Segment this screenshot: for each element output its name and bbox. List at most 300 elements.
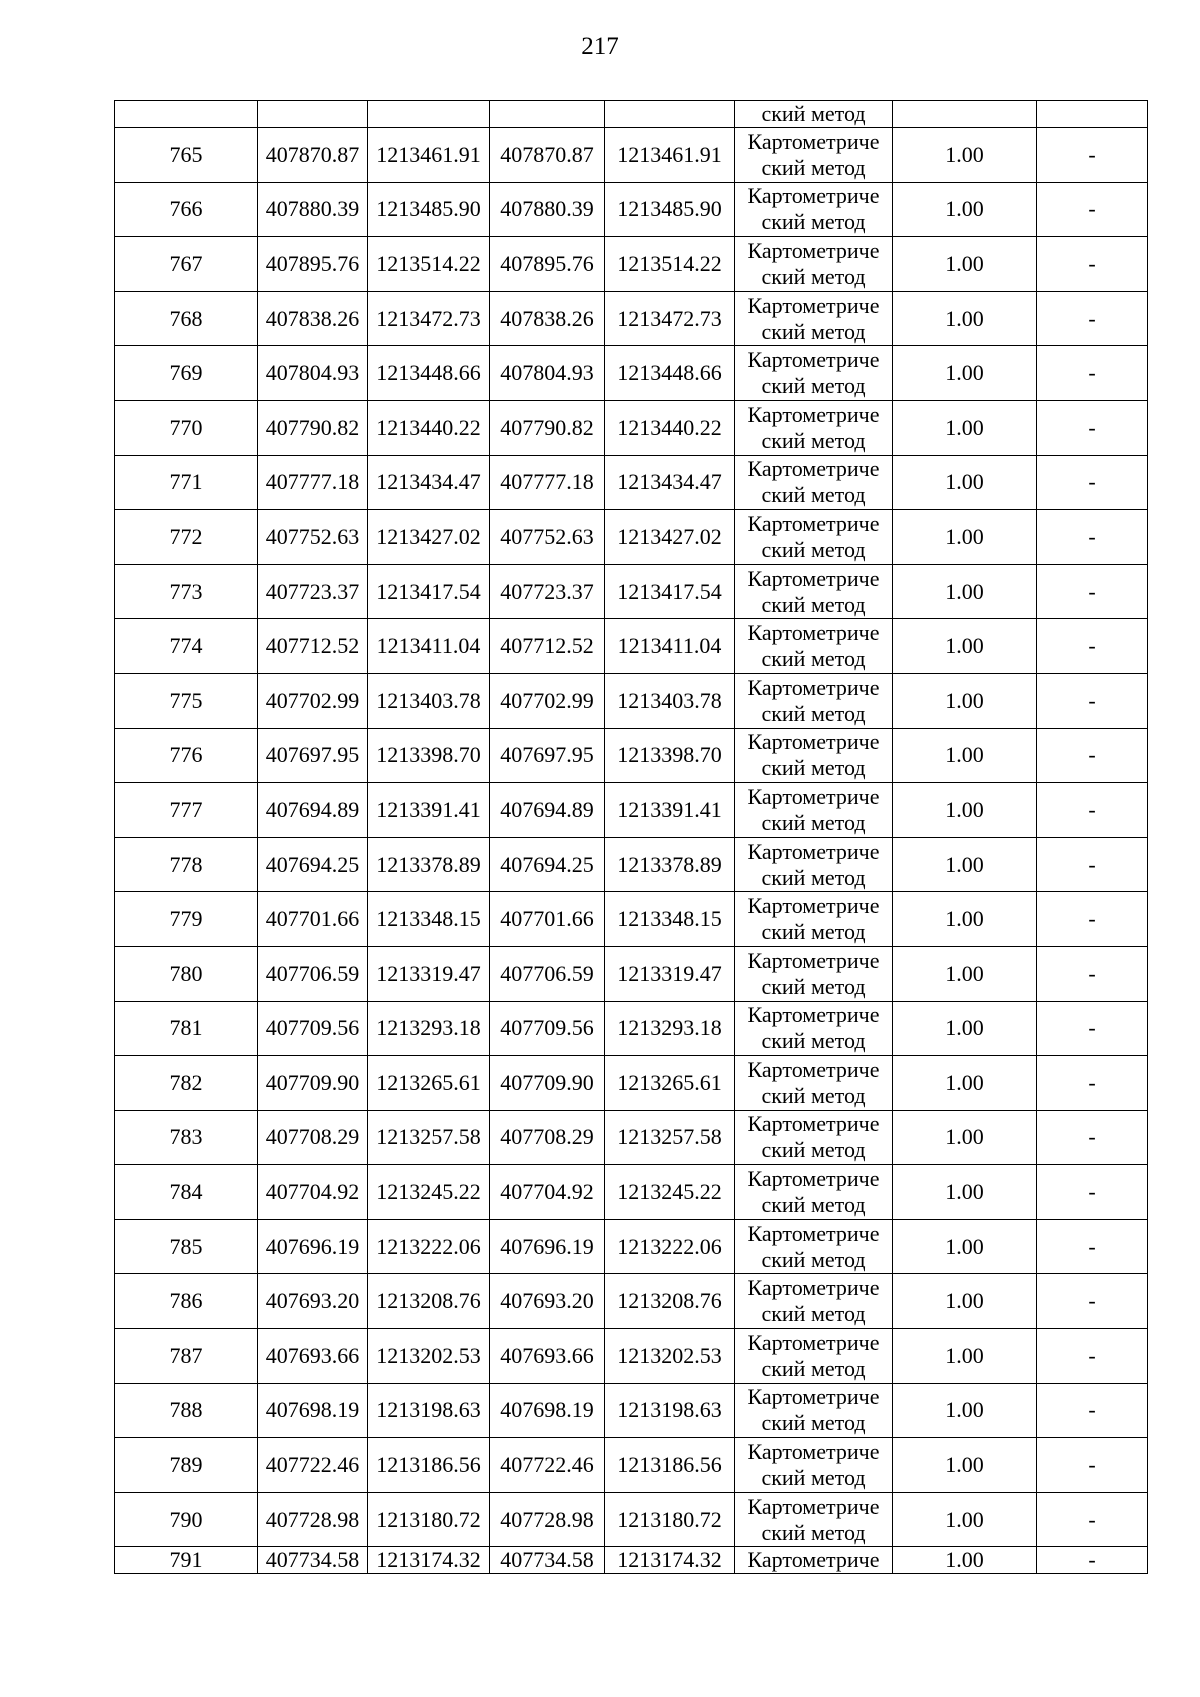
cell-accuracy: 1.00 <box>893 128 1037 183</box>
cell-x1: 407777.18 <box>258 455 368 510</box>
cell-y1: 1213180.72 <box>368 1492 490 1547</box>
cell-point-number: 790 <box>115 1492 258 1547</box>
method-line-2: ский метод <box>761 809 866 835</box>
cell-y2: 1213514.22 <box>605 237 735 292</box>
cell-x1: 407694.89 <box>258 783 368 838</box>
cell-x2: 407752.63 <box>490 510 605 565</box>
cell-y2: 1213391.41 <box>605 783 735 838</box>
cell-note: - <box>1037 1438 1148 1493</box>
cell-point-number: 786 <box>115 1274 258 1329</box>
cell-x2: 407696.19 <box>490 1219 605 1274</box>
table-row <box>115 783 1148 838</box>
method-line-1: Картометриче <box>747 1220 880 1246</box>
table-row <box>115 1329 1148 1384</box>
cell-empty <box>368 101 490 128</box>
cell-accuracy: 1.00 <box>893 182 1037 237</box>
cell-y2: 1213427.02 <box>605 510 735 565</box>
method-line-1: Картометриче <box>747 838 880 864</box>
cell-x2: 407734.58 <box>490 1547 605 1574</box>
cell-note: - <box>1037 1001 1148 1056</box>
cell-point-number: 791 <box>115 1547 258 1574</box>
cell-method <box>735 892 893 947</box>
cell-y1: 1213174.32 <box>368 1547 490 1574</box>
continuation-row <box>115 101 1148 128</box>
cell-y1: 1213514.22 <box>368 237 490 292</box>
method-line-1: Картометриче <box>747 620 880 646</box>
cell-x1: 407693.66 <box>258 1329 368 1384</box>
cell-x1: 407698.19 <box>258 1383 368 1438</box>
cell-y1: 1213434.47 <box>368 455 490 510</box>
cell-x2: 407694.25 <box>490 837 605 892</box>
cell-accuracy: 1.00 <box>893 1547 1037 1574</box>
cell-y2: 1213186.56 <box>605 1438 735 1493</box>
cell-point-number: 766 <box>115 182 258 237</box>
cell-point-number: 788 <box>115 1383 258 1438</box>
method-line-1: Картометриче <box>747 1329 880 1355</box>
cell-accuracy: 1.00 <box>893 1056 1037 1111</box>
cell-note: - <box>1037 1274 1148 1329</box>
cell-method <box>735 1438 893 1493</box>
method-line-1: Картометриче <box>747 183 880 209</box>
cell-note: - <box>1037 564 1148 619</box>
cell-method: Картометриче <box>735 1547 893 1574</box>
cell-note: - <box>1037 1110 1148 1165</box>
cell-note: - <box>1037 1547 1148 1574</box>
cell-accuracy: 1.00 <box>893 946 1037 1001</box>
method-line-1: Картометриче <box>747 456 880 482</box>
method-line-2: ский метод <box>761 373 866 399</box>
method-line-1: Картометриче <box>747 783 880 809</box>
cell-x1: 407704.92 <box>258 1165 368 1220</box>
method-line-2: ский метод <box>761 1410 866 1436</box>
table-body <box>115 101 1148 1574</box>
table-row <box>115 237 1148 292</box>
table-row <box>115 728 1148 783</box>
cell-y1: 1213403.78 <box>368 673 490 728</box>
cell-x1: 407709.90 <box>258 1056 368 1111</box>
method-line-1: Картометриче <box>747 1002 880 1028</box>
table-row <box>115 182 1148 237</box>
cell-x1: 407804.93 <box>258 346 368 401</box>
cell-y1: 1213448.66 <box>368 346 490 401</box>
cell-x1: 407728.98 <box>258 1492 368 1547</box>
cell-y1: 1213319.47 <box>368 946 490 1001</box>
cell-point-number: 787 <box>115 1329 258 1384</box>
cell-accuracy: 1.00 <box>893 1110 1037 1165</box>
cell-point-number: 773 <box>115 564 258 619</box>
table-row <box>115 400 1148 455</box>
method-line-2: ский метод <box>761 209 866 235</box>
cell-method <box>735 946 893 1001</box>
cell-point-number: 780 <box>115 946 258 1001</box>
cell-y2: 1213222.06 <box>605 1219 735 1274</box>
cell-x1: 407708.29 <box>258 1110 368 1165</box>
cell-y2: 1213198.63 <box>605 1383 735 1438</box>
cell-empty <box>893 101 1037 128</box>
cell-y1: 1213391.41 <box>368 783 490 838</box>
cell-note: - <box>1037 1329 1148 1384</box>
cell-y2: 1213265.61 <box>605 1056 735 1111</box>
method-line-1: Картометриче <box>747 292 880 318</box>
cell-y1: 1213222.06 <box>368 1219 490 1274</box>
method-line-2: ский метод <box>761 1519 866 1545</box>
cell-point-number: 783 <box>115 1110 258 1165</box>
cell-y2: 1213245.22 <box>605 1165 735 1220</box>
coordinates-table <box>114 100 1148 1574</box>
cell-y1: 1213472.73 <box>368 291 490 346</box>
cell-x2: 407704.92 <box>490 1165 605 1220</box>
cell-method <box>735 1165 893 1220</box>
table-row <box>115 510 1148 565</box>
cell-method <box>735 510 893 565</box>
cell-method <box>735 564 893 619</box>
table-row <box>115 1438 1148 1493</box>
cell-accuracy: 1.00 <box>893 1165 1037 1220</box>
method-line-2: ский метод <box>761 482 866 508</box>
cell-note: - <box>1037 1165 1148 1220</box>
method-line-2: ский метод <box>761 1082 866 1108</box>
method-line-2: ский метод <box>761 1137 866 1163</box>
cell-empty <box>1037 101 1148 128</box>
cell-x2: 407838.26 <box>490 291 605 346</box>
cell-method <box>735 1274 893 1329</box>
cell-note: - <box>1037 346 1148 401</box>
method-line-1: Картометриче <box>747 1439 880 1465</box>
method-line-2: ский метод <box>761 318 866 344</box>
cell-point-number: 782 <box>115 1056 258 1111</box>
cell-x2: 407790.82 <box>490 400 605 455</box>
cell-y2: 1213257.58 <box>605 1110 735 1165</box>
cell-y2: 1213398.70 <box>605 728 735 783</box>
cell-note: - <box>1037 455 1148 510</box>
cell-y2: 1213448.66 <box>605 346 735 401</box>
cell-note: - <box>1037 1492 1148 1547</box>
cell-note: - <box>1037 892 1148 947</box>
cell-method <box>735 619 893 674</box>
cell-x2: 407706.59 <box>490 946 605 1001</box>
cell-method-continuation: ский метод <box>735 101 893 128</box>
cell-point-number: 765 <box>115 128 258 183</box>
cell-accuracy: 1.00 <box>893 1274 1037 1329</box>
method-line-2: ский метод <box>761 755 866 781</box>
method-line-1: Картометриче <box>747 510 880 536</box>
cell-x1: 407722.46 <box>258 1438 368 1493</box>
cell-point-number: 785 <box>115 1219 258 1274</box>
cell-x1: 407712.52 <box>258 619 368 674</box>
cell-point-number: 779 <box>115 892 258 947</box>
method-line-2: ский метод <box>761 919 866 945</box>
cell-x2: 407728.98 <box>490 1492 605 1547</box>
table-row <box>115 1056 1148 1111</box>
cell-x1: 407701.66 <box>258 892 368 947</box>
method-line-1: Картометриче <box>747 1493 880 1519</box>
cell-y1: 1213198.63 <box>368 1383 490 1438</box>
cell-x2: 407709.56 <box>490 1001 605 1056</box>
cell-point-number: 767 <box>115 237 258 292</box>
cell-note: - <box>1037 728 1148 783</box>
table-row <box>115 1110 1148 1165</box>
table-row <box>115 128 1148 183</box>
cell-point-number: 789 <box>115 1438 258 1493</box>
cell-x2: 407712.52 <box>490 619 605 674</box>
method-line-1: Картометриче <box>747 128 880 154</box>
cell-x2: 407804.93 <box>490 346 605 401</box>
table-row <box>115 455 1148 510</box>
cell-method <box>735 783 893 838</box>
cell-y2: 1213348.15 <box>605 892 735 947</box>
cell-method <box>735 673 893 728</box>
cell-accuracy: 1.00 <box>893 892 1037 947</box>
cell-x2: 407709.90 <box>490 1056 605 1111</box>
cell-accuracy: 1.00 <box>893 510 1037 565</box>
cell-y1: 1213265.61 <box>368 1056 490 1111</box>
table-row <box>115 1219 1148 1274</box>
cell-method <box>735 346 893 401</box>
cell-y2: 1213485.90 <box>605 182 735 237</box>
cell-empty <box>258 101 368 128</box>
cell-y2: 1213440.22 <box>605 400 735 455</box>
cell-x2: 407702.99 <box>490 673 605 728</box>
cell-y2: 1213378.89 <box>605 837 735 892</box>
cell-x1: 407895.76 <box>258 237 368 292</box>
cell-accuracy: 1.00 <box>893 346 1037 401</box>
table-row <box>115 1001 1148 1056</box>
cell-note: - <box>1037 783 1148 838</box>
cell-x2: 407722.46 <box>490 1438 605 1493</box>
cell-x2: 407777.18 <box>490 455 605 510</box>
cell-x2: 407698.19 <box>490 1383 605 1438</box>
table-row <box>115 892 1148 947</box>
cell-y2: 1213403.78 <box>605 673 735 728</box>
cell-point-number: 778 <box>115 837 258 892</box>
cell-method <box>735 1110 893 1165</box>
cell-point-number: 776 <box>115 728 258 783</box>
cell-method <box>735 1383 893 1438</box>
method-line-1: Картометриче <box>747 1275 880 1301</box>
cell-x2: 407723.37 <box>490 564 605 619</box>
cell-y2: 1213180.72 <box>605 1492 735 1547</box>
cell-x1: 407702.99 <box>258 673 368 728</box>
cell-x2: 407693.66 <box>490 1329 605 1384</box>
cell-note: - <box>1037 510 1148 565</box>
cell-x2: 407708.29 <box>490 1110 605 1165</box>
cell-empty <box>490 101 605 128</box>
cell-y2: 1213417.54 <box>605 564 735 619</box>
cell-point-number: 784 <box>115 1165 258 1220</box>
cell-x1: 407838.26 <box>258 291 368 346</box>
cell-y2: 1213461.91 <box>605 128 735 183</box>
cell-note: - <box>1037 1219 1148 1274</box>
cell-y2: 1213202.53 <box>605 1329 735 1384</box>
cell-note: - <box>1037 182 1148 237</box>
method-line-1: Картометриче <box>747 1166 880 1192</box>
method-line-2: ский метод <box>761 1465 866 1491</box>
method-line-2: ский метод <box>761 591 866 617</box>
cell-x1: 407790.82 <box>258 400 368 455</box>
cell-x1: 407694.25 <box>258 837 368 892</box>
cell-accuracy: 1.00 <box>893 1001 1037 1056</box>
cell-y1: 1213485.90 <box>368 182 490 237</box>
cell-accuracy: 1.00 <box>893 1219 1037 1274</box>
cell-accuracy: 1.00 <box>893 455 1037 510</box>
cell-x2: 407880.39 <box>490 182 605 237</box>
cell-method <box>735 182 893 237</box>
cell-y1: 1213411.04 <box>368 619 490 674</box>
cell-y1: 1213202.53 <box>368 1329 490 1384</box>
cell-method <box>735 291 893 346</box>
cell-y2: 1213434.47 <box>605 455 735 510</box>
cell-x1: 407706.59 <box>258 946 368 1001</box>
table-row <box>115 837 1148 892</box>
cell-y2: 1213411.04 <box>605 619 735 674</box>
cell-x2: 407697.95 <box>490 728 605 783</box>
cell-accuracy: 1.00 <box>893 1492 1037 1547</box>
cell-y2: 1213208.76 <box>605 1274 735 1329</box>
cell-note: - <box>1037 291 1148 346</box>
cell-note: - <box>1037 237 1148 292</box>
cell-empty <box>115 101 258 128</box>
method-line-2: ский метод <box>761 864 866 890</box>
cell-y1: 1213440.22 <box>368 400 490 455</box>
cell-accuracy: 1.00 <box>893 728 1037 783</box>
method-line-1: Картометриче <box>747 347 880 373</box>
method-line-2: ский метод <box>761 263 866 289</box>
method-line-2: ский метод <box>761 154 866 180</box>
method-line-1: Картометриче <box>747 401 880 427</box>
cell-y1: 1213186.56 <box>368 1438 490 1493</box>
cell-accuracy: 1.00 <box>893 837 1037 892</box>
cell-point-number: 770 <box>115 400 258 455</box>
method-line-1: Картометриче <box>747 1056 880 1082</box>
method-line-2: ский метод <box>761 973 866 999</box>
table-row <box>115 946 1148 1001</box>
cell-x2: 407701.66 <box>490 892 605 947</box>
method-line-2: ский метод <box>761 646 866 672</box>
method-line-2: ский метод <box>761 536 866 562</box>
cell-point-number: 777 <box>115 783 258 838</box>
cell-y1: 1213348.15 <box>368 892 490 947</box>
cell-point-number: 771 <box>115 455 258 510</box>
cell-y1: 1213208.76 <box>368 1274 490 1329</box>
method-line-2: ский метод <box>761 1246 866 1272</box>
method-line-1: Картометриче <box>747 237 880 263</box>
cell-y1: 1213245.22 <box>368 1165 490 1220</box>
cell-note: - <box>1037 673 1148 728</box>
cell-note: - <box>1037 619 1148 674</box>
page-number: 217 <box>581 33 619 60</box>
table-row <box>115 291 1148 346</box>
table-row <box>115 346 1148 401</box>
method-line-1: Картометриче <box>747 565 880 591</box>
cell-method <box>735 1001 893 1056</box>
cell-note: - <box>1037 1056 1148 1111</box>
method-line-2: ский метод <box>761 1192 866 1218</box>
cell-x1: 407752.63 <box>258 510 368 565</box>
cell-accuracy: 1.00 <box>893 291 1037 346</box>
cell-method <box>735 1329 893 1384</box>
cell-method <box>735 400 893 455</box>
cell-x1: 407709.56 <box>258 1001 368 1056</box>
table-row <box>115 1492 1148 1547</box>
cell-note: - <box>1037 128 1148 183</box>
cell-y2: 1213472.73 <box>605 291 735 346</box>
cell-method <box>735 728 893 783</box>
cell-empty <box>605 101 735 128</box>
cell-x2: 407870.87 <box>490 128 605 183</box>
table-row <box>115 564 1148 619</box>
method-line-1: Картометриче <box>747 674 880 700</box>
cell-point-number: 775 <box>115 673 258 728</box>
method-line-1: Картометриче <box>747 729 880 755</box>
cell-x1: 407870.87 <box>258 128 368 183</box>
cell-x1: 407723.37 <box>258 564 368 619</box>
cell-point-number: 772 <box>115 510 258 565</box>
cell-y1: 1213257.58 <box>368 1110 490 1165</box>
table-row-last <box>115 1547 1148 1574</box>
cell-accuracy: 1.00 <box>893 673 1037 728</box>
cell-y2: 1213319.47 <box>605 946 735 1001</box>
cell-x2: 407694.89 <box>490 783 605 838</box>
cell-accuracy: 1.00 <box>893 1383 1037 1438</box>
cell-method <box>735 1492 893 1547</box>
cell-accuracy: 1.00 <box>893 1329 1037 1384</box>
cell-y1: 1213293.18 <box>368 1001 490 1056</box>
cell-note: - <box>1037 837 1148 892</box>
cell-point-number: 768 <box>115 291 258 346</box>
method-line-2: ский метод <box>761 700 866 726</box>
method-line-2: ский метод <box>761 1028 866 1054</box>
cell-accuracy: 1.00 <box>893 400 1037 455</box>
table-row <box>115 1165 1148 1220</box>
cell-note: - <box>1037 400 1148 455</box>
cell-accuracy: 1.00 <box>893 1438 1037 1493</box>
cell-method <box>735 455 893 510</box>
cell-x1: 407697.95 <box>258 728 368 783</box>
cell-point-number: 781 <box>115 1001 258 1056</box>
cell-x1: 407693.20 <box>258 1274 368 1329</box>
cell-method <box>735 1219 893 1274</box>
cell-x2: 407895.76 <box>490 237 605 292</box>
cell-y1: 1213427.02 <box>368 510 490 565</box>
method-line-1: Картометриче <box>747 893 880 919</box>
cell-x1: 407880.39 <box>258 182 368 237</box>
cell-y1: 1213461.91 <box>368 128 490 183</box>
cell-method <box>735 237 893 292</box>
cell-method <box>735 128 893 183</box>
cell-accuracy: 1.00 <box>893 564 1037 619</box>
table-row <box>115 619 1148 674</box>
cell-method <box>735 837 893 892</box>
cell-note: - <box>1037 1383 1148 1438</box>
cell-x1: 407734.58 <box>258 1547 368 1574</box>
method-line-2: ский метод <box>761 1301 866 1327</box>
cell-x2: 407693.20 <box>490 1274 605 1329</box>
table-row <box>115 1383 1148 1438</box>
cell-y2: 1213174.32 <box>605 1547 735 1574</box>
method-line-1: Картометриче <box>747 1384 880 1410</box>
cell-accuracy: 1.00 <box>893 619 1037 674</box>
cell-point-number: 769 <box>115 346 258 401</box>
cell-y1: 1213378.89 <box>368 837 490 892</box>
method-line-1: Картометриче <box>747 947 880 973</box>
cell-y2: 1213293.18 <box>605 1001 735 1056</box>
cell-x1: 407696.19 <box>258 1219 368 1274</box>
table-row <box>115 1274 1148 1329</box>
method-line-1: Картометриче <box>747 1111 880 1137</box>
cell-y1: 1213417.54 <box>368 564 490 619</box>
method-line-2: ский метод <box>761 427 866 453</box>
cell-accuracy: 1.00 <box>893 237 1037 292</box>
